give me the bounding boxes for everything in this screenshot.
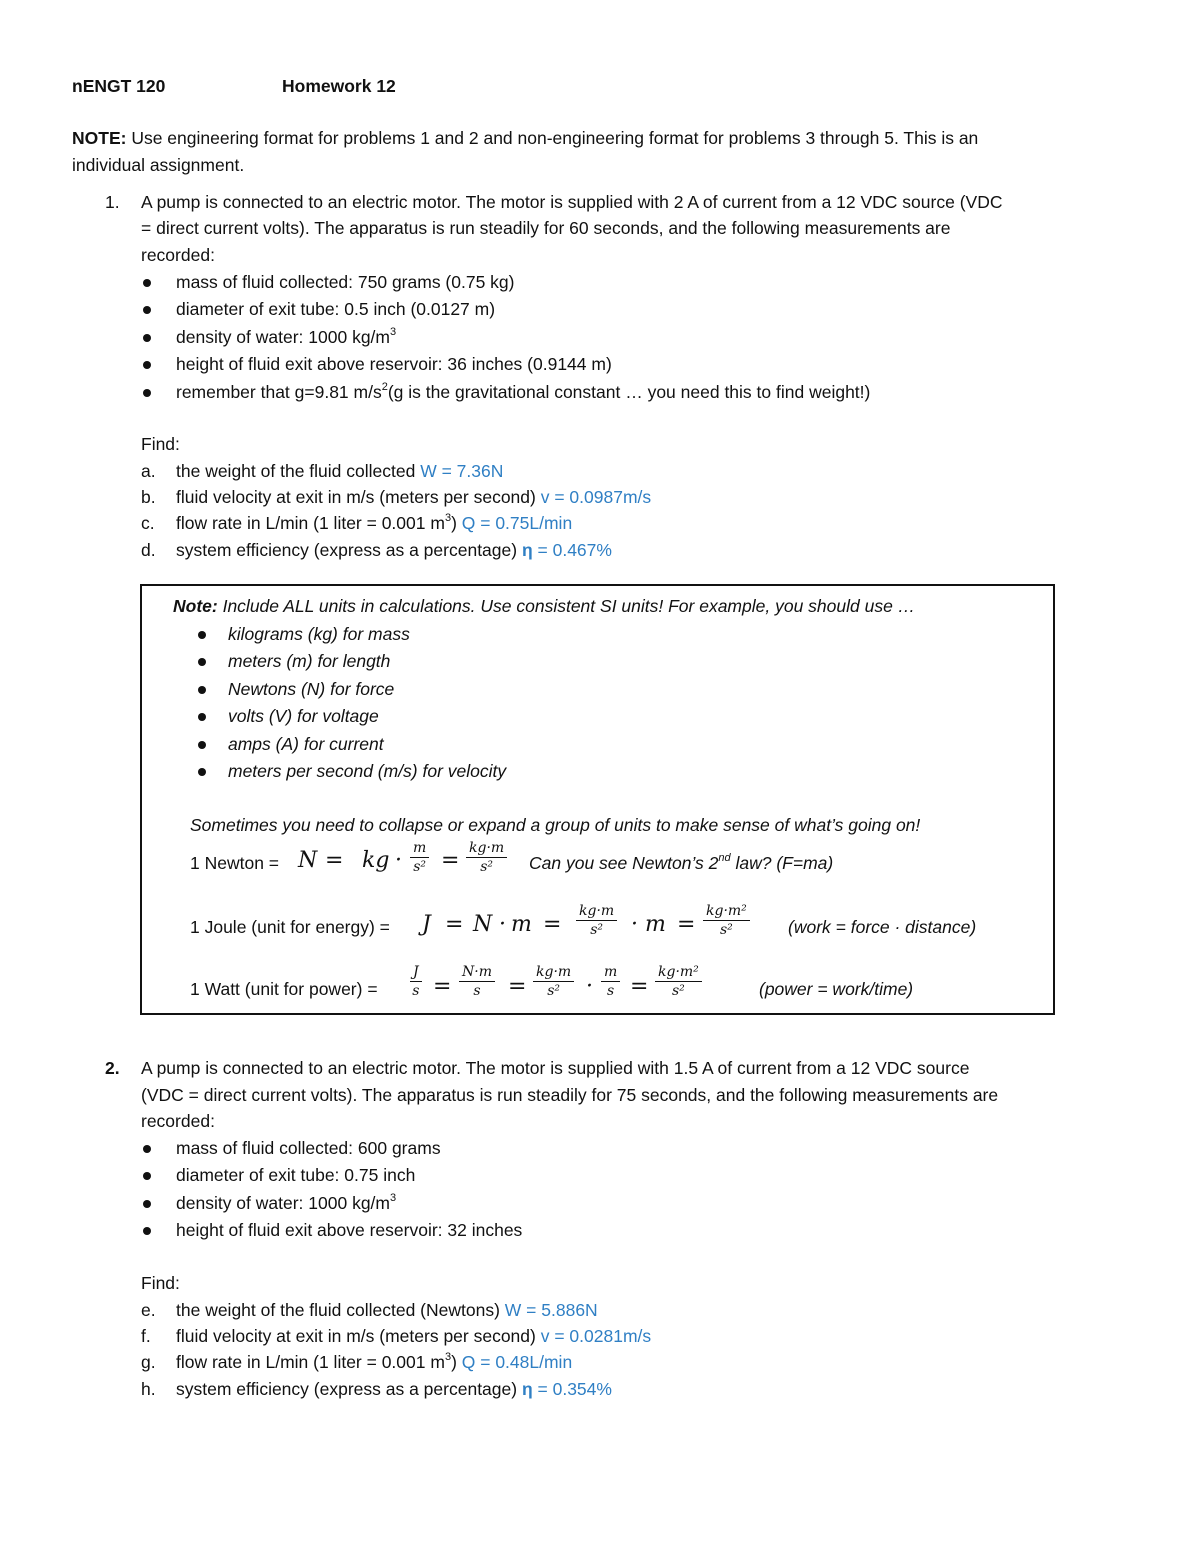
p1-gravity-text: remember that g=9.81 m/s <box>176 382 382 402</box>
superscript: 3 <box>390 326 397 339</box>
box-bullet-m: meters (m) for length <box>228 651 391 671</box>
problem-1-line-3: recorded: <box>141 245 215 265</box>
p2-item-h <box>176 1379 612 1400</box>
box-bullet-v: volts (V) for voltage <box>228 706 379 726</box>
equals-sign: = <box>630 974 649 999</box>
p1-find-label: Find: <box>141 434 180 454</box>
dot-operator: · <box>586 974 593 999</box>
p2-item-e-text: the weight of the fluid collected (Newtons) <box>176 1300 505 1320</box>
fraction-numerator: kg·m² <box>703 903 750 921</box>
fraction-nm-s <box>459 964 495 999</box>
watt-label: 1 Watt (unit for power) = <box>190 979 378 999</box>
box-note-label: Note: <box>173 596 218 616</box>
newton-label: 1 Newton = <box>190 853 280 873</box>
units-note-box <box>140 584 1055 1015</box>
fraction-kgm-s2 <box>533 964 574 999</box>
fraction-kgm2-s2 <box>703 903 750 938</box>
newton-law-text: Can you see Newton’s 2 <box>529 853 719 873</box>
fraction-denominator: s² <box>672 983 685 999</box>
box-bullet-ms: meters per second (m/s) for velocity <box>228 761 507 781</box>
note-line-1 <box>72 128 978 149</box>
dot-operator: · <box>499 912 506 937</box>
p2-item-letter-e: e. <box>141 1300 156 1320</box>
superscript: 3 <box>444 1351 452 1364</box>
equals-sign: = <box>433 974 452 999</box>
meter-symbol: m <box>645 912 666 937</box>
fraction-numerator: J <box>410 964 422 982</box>
bullet-icon <box>143 334 151 342</box>
p1-bullet-mass: mass of fluid collected: 750 grams (0.75 kg) <box>176 272 515 292</box>
problem-1-line-1: A pump is connected to an electric motor. The motor is supplied with 2 A of current from a 12 VDC source (VDC <box>141 192 1003 212</box>
p1-item-b <box>176 487 651 508</box>
p1-item-c-text2: ) <box>451 513 462 533</box>
box-note-text: Include ALL units in calculations. Use consistent SI units! For example, you should use … <box>217 596 916 616</box>
bullet-icon <box>198 741 206 749</box>
bullet-icon <box>198 631 206 639</box>
fraction-kgm2-s2 <box>655 964 702 999</box>
fraction-denominator: s² <box>720 922 733 938</box>
note-label: NOTE: <box>72 128 127 148</box>
bullet-icon <box>143 361 151 369</box>
bullet-icon <box>143 306 151 314</box>
fraction-denominator: s <box>607 983 615 999</box>
bullet-icon <box>198 768 206 776</box>
p1-item-letter-a: a. <box>141 461 156 481</box>
fraction-m-s <box>601 964 620 999</box>
newton-symbol: N <box>473 912 493 937</box>
p2-bullet-height: height of fluid exit above reservoir: 32 inches <box>176 1220 523 1240</box>
fraction-numerator: kg·m <box>576 903 617 921</box>
note-text-1: Use engineering format for problems 1 and 2 and non-engineering format for problems 3 through 5. This is an <box>131 128 979 148</box>
p1-item-letter-d: d. <box>141 540 156 560</box>
fraction-kgm-s2 <box>576 903 617 938</box>
p2-item-e <box>176 1300 598 1321</box>
bullet-icon <box>143 1145 151 1153</box>
p1-item-letter-b: b. <box>141 487 156 507</box>
fraction-denominator: s <box>473 983 481 999</box>
meter-symbol: m <box>511 912 532 937</box>
bullet-icon <box>143 1227 151 1235</box>
p1-bullet-height: height of fluid exit above reservoir: 36 inches (0.9144 m) <box>176 354 612 374</box>
homework-title: Homework 12 <box>282 76 396 96</box>
problem-1-number: 1. <box>105 192 120 212</box>
p1-item-letter-c: c. <box>141 513 155 533</box>
bullet-icon <box>198 658 206 666</box>
box-bullet-n: Newtons (N) for force <box>228 679 395 699</box>
problem-2-line-2: (VDC = direct current volts). The apparatus is run steadily for 75 seconds, and the following measurements are <box>141 1085 999 1105</box>
box-bullet-a: amps (A) for current <box>228 734 384 754</box>
bullet-icon <box>143 1200 151 1208</box>
bullet-icon <box>143 389 151 397</box>
superscript: 3 <box>444 512 452 525</box>
dot-operator: · <box>395 848 402 873</box>
problem-2-number: 2. <box>105 1058 120 1078</box>
work-note: (work = force · distance) <box>788 917 977 937</box>
equals-sign: = <box>441 848 460 873</box>
p1-item-a-text: the weight of the fluid collected <box>176 461 421 481</box>
fraction-denominator: s² <box>413 859 427 875</box>
p2-find-label: Find: <box>141 1273 180 1293</box>
p1-answer-b: v = 0.0987m/s <box>540 487 652 507</box>
equals-sign: = <box>508 974 527 999</box>
p1-item-a <box>176 461 503 482</box>
fraction-numerator: kg·m <box>466 840 507 858</box>
fraction-denominator: s² <box>590 922 603 938</box>
p2-item-g <box>176 1352 572 1373</box>
fraction-m-s2 <box>410 840 429 875</box>
box-collapse-text: Sometimes you need to collapse or expand a group of units to make sense of what’s going on! <box>190 815 921 835</box>
power-note: (power = work/time) <box>759 979 914 999</box>
problem-2-line-1: A pump is connected to an electric motor. The motor is supplied with 1.5 A of current from a 12 VDC source <box>141 1058 970 1078</box>
newton-law-note <box>529 853 833 874</box>
p1-item-b-text: fluid velocity at exit in m/s (meters per second) <box>176 487 541 507</box>
p2-answer-f: v = 0.0281m/s <box>540 1326 652 1346</box>
p2-item-letter-g: g. <box>141 1352 156 1372</box>
fraction-denominator: s² <box>480 859 493 875</box>
fraction-numerator: m <box>410 840 429 858</box>
p2-answer-h: = 0.354% <box>532 1379 612 1399</box>
equals-sign: = <box>677 912 696 937</box>
eta-symbol: η <box>521 540 533 560</box>
newton-symbol: N <box>298 848 318 873</box>
p2-density-text: density of water: 1000 kg/m <box>176 1193 390 1213</box>
p1-item-d-text: system efficiency (express as a percentage) <box>176 540 522 560</box>
problem-2-line-3: recorded: <box>141 1111 215 1131</box>
equals-sign: = <box>445 912 464 937</box>
fraction-numerator: m <box>601 964 620 982</box>
p1-item-d <box>176 540 612 561</box>
equals-sign: = <box>325 848 344 873</box>
p2-item-h-text: system efficiency (express as a percentage) <box>176 1379 522 1399</box>
course-code: nENGT 120 <box>72 76 166 96</box>
eta-symbol: η <box>521 1379 533 1399</box>
superscript: 2 <box>381 381 388 394</box>
p2-item-f-text: fluid velocity at exit in m/s (meters per second) <box>176 1326 541 1346</box>
p1-answer-d: = 0.467% <box>532 540 612 560</box>
superscript: nd <box>718 852 731 865</box>
p2-bullet-diameter: diameter of exit tube: 0.75 inch <box>176 1165 416 1185</box>
fraction-numerator: kg·m <box>533 964 574 982</box>
note-line-2: individual assignment. <box>72 155 245 175</box>
joule-symbol: J <box>422 912 431 937</box>
p2-item-letter-f: f. <box>141 1326 151 1346</box>
fraction-numerator: kg·m² <box>655 964 702 982</box>
p2-item-g-text: flow rate in L/min (1 liter = 0.001 m <box>176 1352 445 1372</box>
box-note-line <box>173 596 915 617</box>
p2-answer-g: Q = 0.48L/min <box>461 1352 573 1372</box>
p2-item-g-text2: ) <box>451 1352 462 1372</box>
p2-bullet-density <box>176 1193 396 1214</box>
bullet-icon <box>143 1172 151 1180</box>
bullet-icon <box>198 713 206 721</box>
p2-answer-e: W = 5.886N <box>504 1300 598 1320</box>
fraction-denominator: s² <box>547 983 560 999</box>
p1-answer-a: W = 7.36N <box>420 461 504 481</box>
dot-operator: · <box>631 912 638 937</box>
kg-symbol: kg <box>362 848 390 873</box>
fraction-numerator: N·m <box>459 964 495 982</box>
equals-sign: = <box>543 912 562 937</box>
p1-density-text: density of water: 1000 kg/m <box>176 327 390 347</box>
fraction-j-s <box>410 964 422 999</box>
bullet-icon <box>143 279 151 287</box>
p2-item-letter-h: h. <box>141 1379 156 1399</box>
p2-item-f <box>176 1326 651 1347</box>
p1-bullet-gravity <box>176 382 870 403</box>
p1-bullet-diameter: diameter of exit tube: 0.5 inch (0.0127 m) <box>176 299 496 319</box>
fraction-denominator: s <box>412 983 420 999</box>
p1-item-c <box>176 513 572 534</box>
p1-item-c-text: flow rate in L/min (1 liter = 0.001 m <box>176 513 445 533</box>
superscript: 3 <box>390 1192 397 1205</box>
p1-answer-c: Q = 0.75L/min <box>461 513 573 533</box>
problem-1-line-2: = direct current volts). The apparatus is run steadily for 60 seconds, and the following measurements are <box>141 218 951 238</box>
box-bullet-kg: kilograms (kg) for mass <box>228 624 410 644</box>
p1-gravity-note: (g is the gravitational constant … you need this to find weight!) <box>387 382 871 402</box>
bullet-icon <box>198 686 206 694</box>
p1-bullet-density <box>176 327 396 348</box>
p2-bullet-mass: mass of fluid collected: 600 grams <box>176 1138 441 1158</box>
fraction-kgm-s2 <box>466 840 507 875</box>
newton-law-text-2: law? (F=ma) <box>730 853 834 873</box>
joule-label: 1 Joule (unit for energy) = <box>190 917 390 937</box>
